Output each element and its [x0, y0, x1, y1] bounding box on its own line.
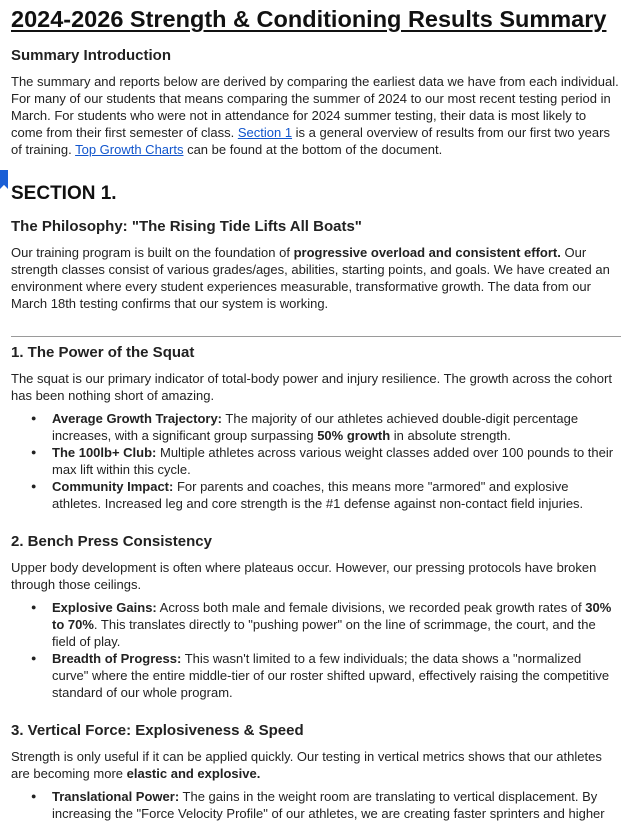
squat-list [11, 410, 621, 512]
vertical-list [11, 788, 621, 822]
squat-heading: 1. The Power of the Squat [11, 344, 195, 361]
list-item: ● The 100lb+ Club: Multiple athletes across various weight classes added over 100 pounds to their max lift within this cycle. [11, 444, 621, 478]
bookmark-icon [0, 170, 8, 189]
section-divider [11, 336, 621, 337]
list-item: ● Community Impact: For parents and coaches, this means more "armored" and explosive athletes. Increased leg and core strength is the #1 defense against non-contact field injuries. [11, 478, 621, 512]
bench-heading: 2. Bench Press Consistency [11, 533, 212, 550]
list-item: ● Breadth of Progress: This wasn't limited to a few individuals; the data shows a "normalized curve" where the entire middle-tier of our roster shifted upward, effectively raising the competitive standard of our whole program. [11, 650, 621, 701]
bench-intro: Upper body development is often where plateaus occur. However, our pressing protocols have broken through those ceilings. [11, 560, 597, 592]
list-item: ● Average Growth Trajectory: The majority of our athletes achieved double-digit percentage increases, with a significant group surpassing 50% growth in absolute strength. [11, 410, 621, 444]
list-item: ● Explosive Gains: Across both male and female divisions, we recorded peak growth rates of 30% to 70%. This translates directly to "pushing power" on the line of scrimmage, the court, and the field of play. [11, 599, 621, 650]
vertical-heading: 3. Vertical Force: Explosiveness & Speed [11, 722, 304, 739]
document-title: 2024-2026 Strength & Conditioning Results Summary [11, 6, 607, 32]
philosophy-heading: The Philosophy: "The Rising Tide Lifts All Boats" [11, 218, 362, 235]
summary-intro-paragraph: The summary and reports below are derived by comparing the earliest data we have from each individual. For many of our students that means comparing the summer of 2024 to our most recent testing period in March. For students who were not in attendance for 2024 summer testing, their data is most likely to come from their first semester of class. Section 1 is a general overview of results from our first two years of training. Top Growth Charts can be found at the bottom of the document. [11, 74, 619, 157]
section-heading: SECTION 1. [11, 183, 117, 204]
list-item: ● Translational Power: The gains in the weight room are translating to vertical displacement. By increasing the "Force Velocity Profile" of our athletes, we are creating faster sprinters and higher [11, 788, 621, 822]
summary-intro-heading: Summary Introduction [11, 47, 172, 64]
section-1-link[interactable]: Section 1 [237, 125, 293, 140]
bench-list [11, 599, 621, 701]
top-growth-charts-link[interactable]: Top Growth Charts [75, 142, 184, 157]
vertical-intro: Strength is only useful if it can be applied quickly. Our testing in vertical metrics shows that our athletes are becoming more elastic and explosive. [11, 749, 602, 781]
philosophy-paragraph: Our training program is built on the foundation of progressive overload and consistent effort. Our strength classes consist of various grades/ages, abilities, starting points, and goals. We have created an environment where every student experiences measurable, transformative growth. The data from our March 18th testing confirms that our system is working. [11, 245, 610, 311]
squat-intro: The squat is our primary indicator of total-body power and injury resilience. The growth across the cohort has been nothing short of amazing. [11, 371, 612, 403]
